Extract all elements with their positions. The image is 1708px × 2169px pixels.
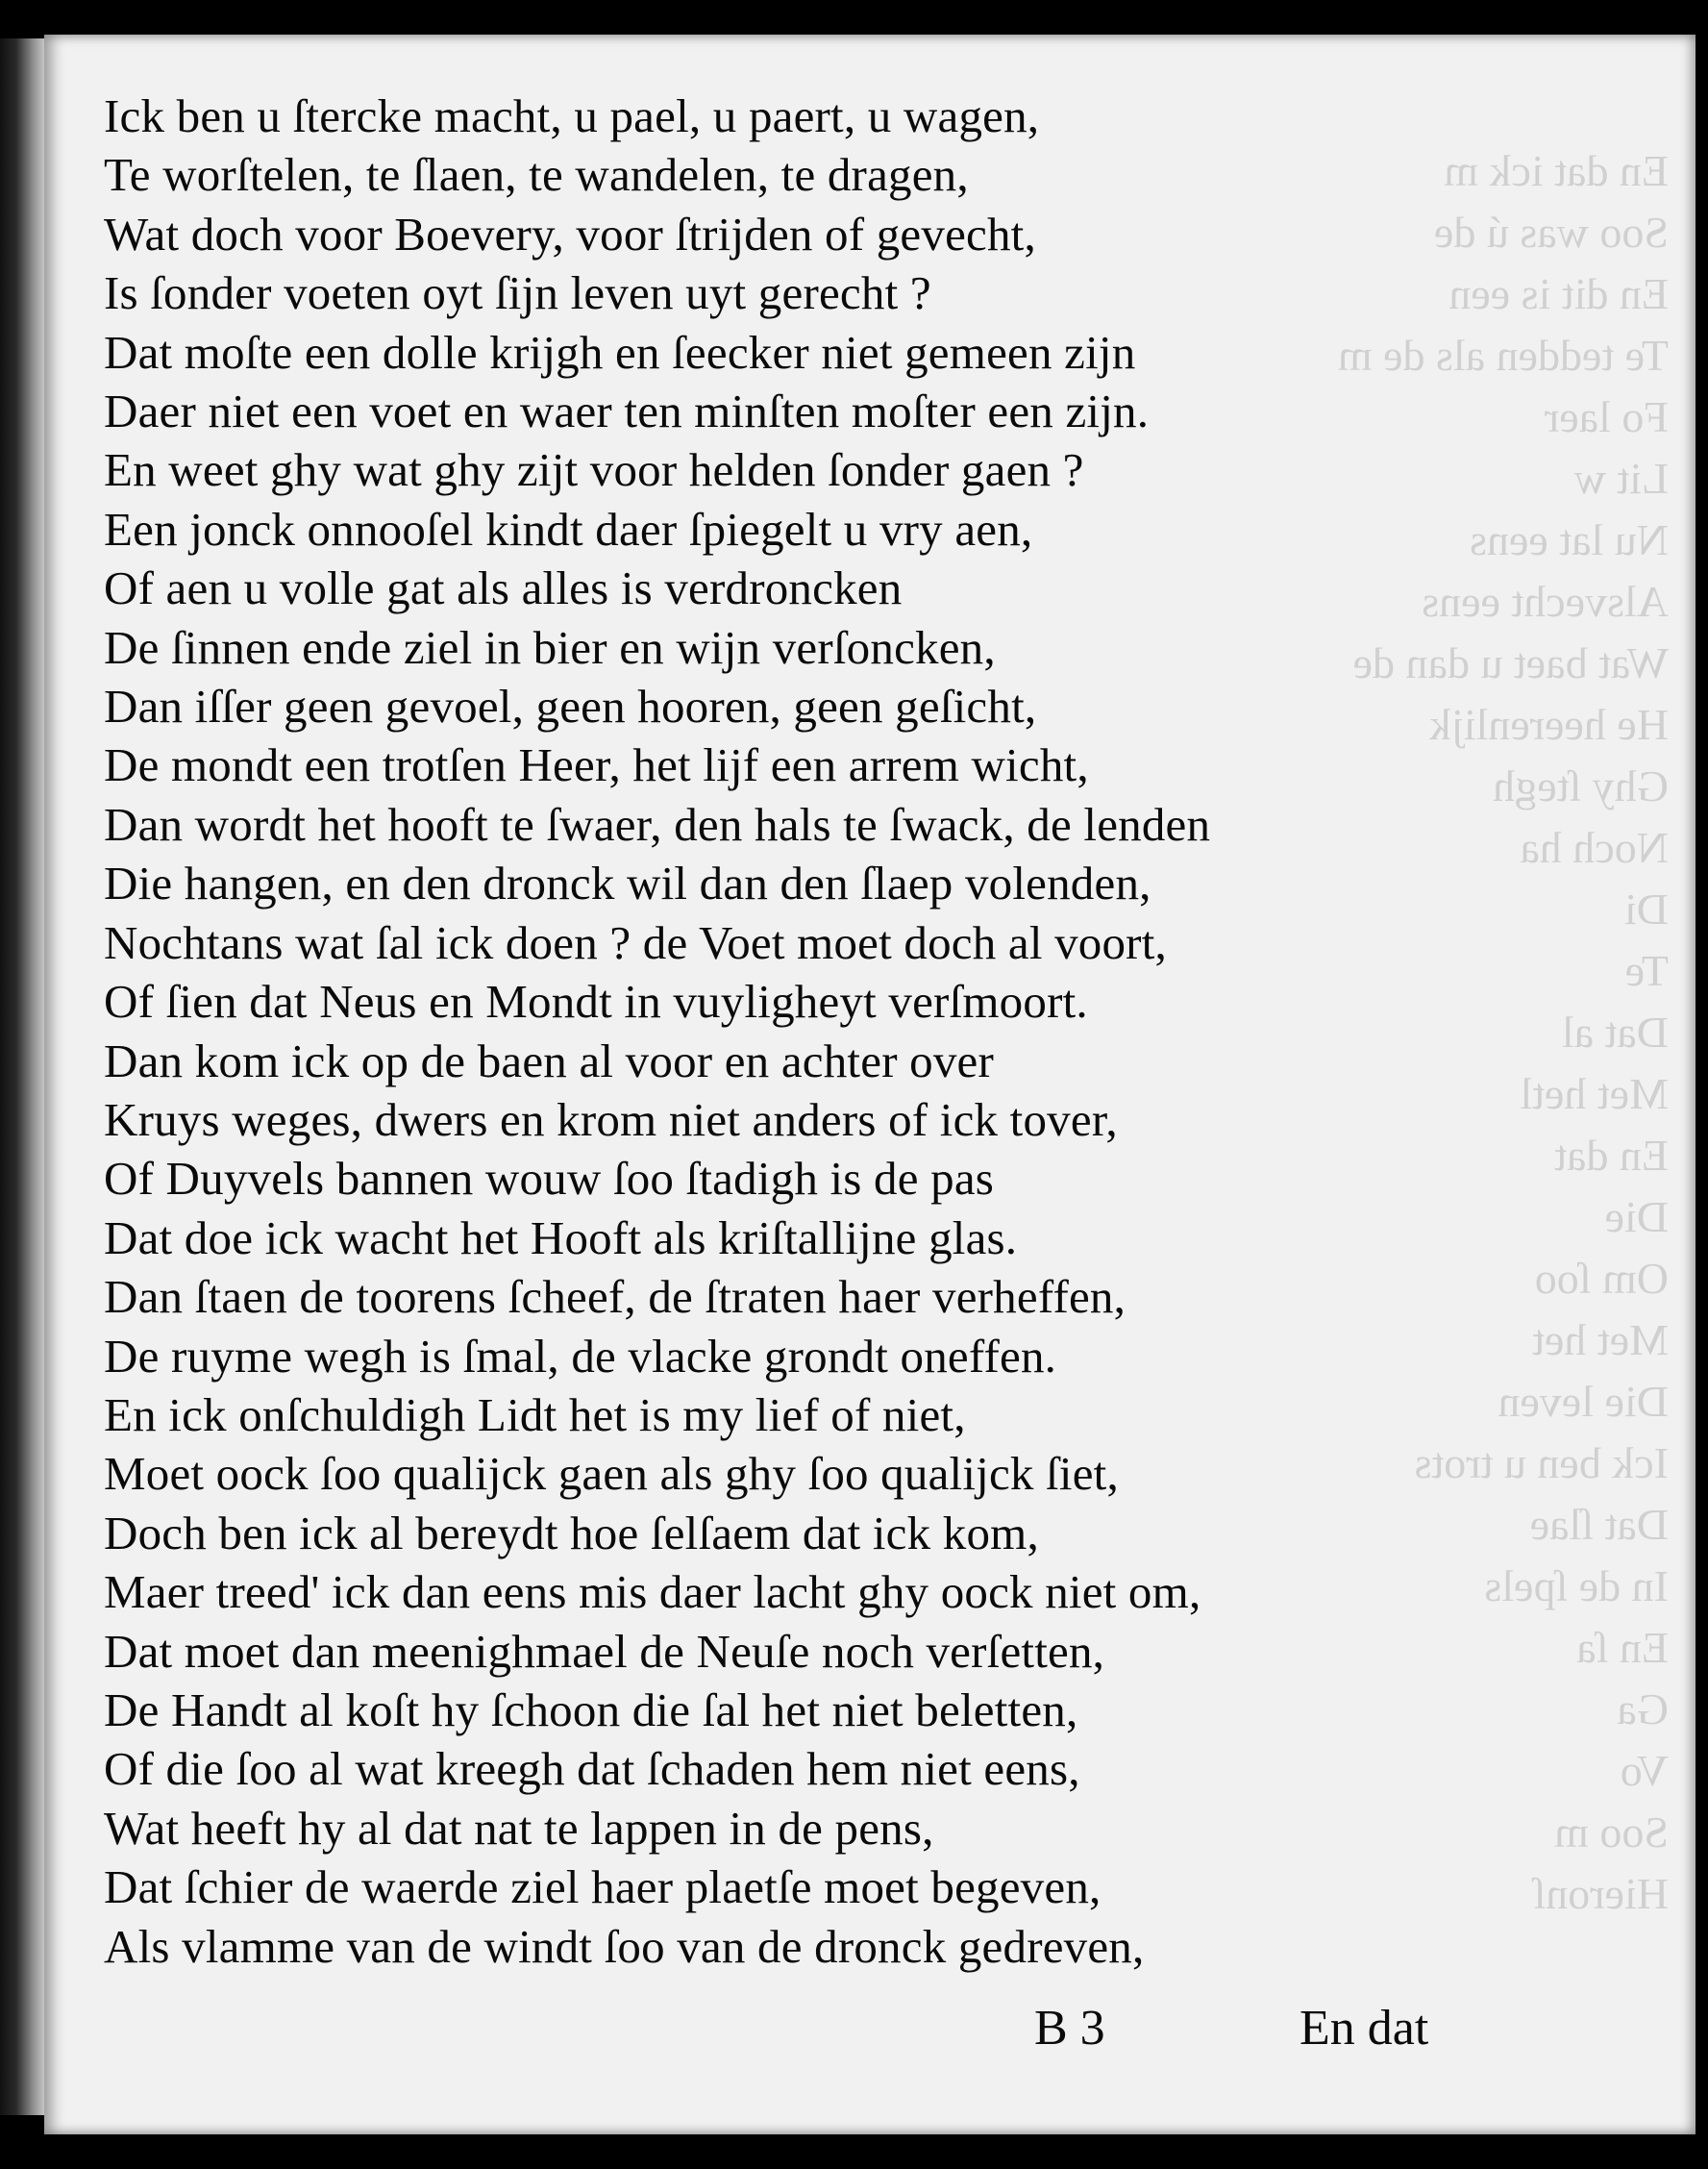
poem-line: Dan ſtaen de toorens ſcheef, de ſtraten haer verheffen, — [104, 1270, 1126, 1324]
poem-line: Wat doch voor Boevery, voor ſtrijden of gevecht, — [104, 207, 1036, 261]
poem-line: Moet oock ſoo qualijck gaen als ghy ſoo qualijck ſiet, — [104, 1447, 1119, 1501]
book-page — [44, 35, 1696, 2134]
poem-line: Een jonck onnooſel kindt daer ſpiegelt u vry aen, — [104, 502, 1033, 556]
poem-line: De mondt een trotſen Heer, het lijf een arrem wicht, — [104, 738, 1089, 792]
show-through-text: En dat ick m Soo was ú de En dit is een Te tedden als de m Fo laer Lit w Nu lat eens Alsvecht eens Wat baet u dan de He heerenlijk Ghy ſtegh Noch ha Di Te Dat al Met hetl En dat Die Om ſoo Met het Die leven Ick ben u trots Dat ſlae In de ſpels En ſa Ga Vo Soo m Hieronſ — [1337, 146, 1669, 1918]
catchword: En dat — [1300, 2001, 1429, 2056]
poem-line: Of ſien dat Neus en Mondt in vuyligheyt verſmoort. — [104, 975, 1088, 1029]
poem-line: Ick ben u ſtercke macht, u pael, u paert, u wagen, — [104, 89, 1040, 142]
poem-line: De ſinnen ende ziel in bier en wijn verſoncken, — [104, 620, 996, 674]
poem-line: Dan kom ick op de baen al voor en achter over — [104, 1034, 995, 1087]
poem-line: De Handt al koſt hy ſchoon die ſal het niet beletten, — [104, 1683, 1078, 1736]
signature-mark: B 3 — [1034, 2001, 1105, 2056]
poem-text — [104, 87, 1469, 1976]
poem-line: Nochtans wat ſal ick doen ? de Voet moet doch al voort, — [104, 915, 1167, 969]
poem-line: Dat moſte een dolle krijgh en ſeecker niet gemeen zijn — [104, 325, 1136, 379]
poem-line: De ruyme wegh is ſmal, de vlacke grondt oneffen. — [104, 1329, 1057, 1383]
poem-line: Dat moet dan meenighmael de Neuſe noch verſetten, — [104, 1624, 1105, 1678]
poem-line: En ick onſchuldigh Lidt het is my lief of niet, — [104, 1387, 966, 1441]
poem-line: Maer treed' ick dan eens mis daer lacht ghy oock niet om, — [104, 1565, 1201, 1619]
poem-line: Die hangen, en den dronck wil dan den ſlaep volenden, — [104, 857, 1151, 910]
poem-line: Doch ben ick al bereydt hoe ſelſaem dat ick kom, — [104, 1506, 1039, 1559]
poem-line: Dat ſchier de waerde ziel haer plaetſe moet begeven, — [104, 1860, 1102, 1914]
poem-line: Kruys weges, dwers en krom niet anders of ick tover, — [104, 1092, 1118, 1146]
poem-line: Daer niet een voet en waer ten minſten moſter een zijn. — [104, 385, 1150, 438]
poem-line: Als vlamme van de windt ſoo van de dronck gedreven, — [104, 1919, 1145, 1973]
poem-line: Dat doe ick wacht het Hooft als kriſtallijne glas. — [104, 1210, 1018, 1264]
poem-line: Of die ſoo al wat kreegh dat ſchaden hem niet eens, — [104, 1742, 1080, 1796]
poem-line: Wat heeft hy al dat nat te lappen in de pens, — [104, 1801, 934, 1855]
poem-line: En weet ghy wat ghy zijt voor helden ſonder gaen ? — [104, 443, 1084, 497]
gutter-shadow — [0, 38, 46, 2115]
poem-line: Of Duyvels bannen wouw ſoo ſtadigh is de pas — [104, 1152, 995, 1206]
poem-line: Is ſonder voeten oyt ſijn leven uyt gerecht ? — [104, 266, 931, 320]
poem-line: Te worſtelen, te ſlaen, te wandelen, te dragen, — [104, 148, 969, 202]
poem-line: Dan wordt het hooft te ſwaer, den hals te ſwack, de lenden — [104, 797, 1211, 851]
poem-line: Of aen u volle gat als alles is verdroncken — [104, 561, 903, 615]
poem-line: Dan iſſer geen gevoel, geen hooren, geen geſicht, — [104, 680, 1037, 734]
